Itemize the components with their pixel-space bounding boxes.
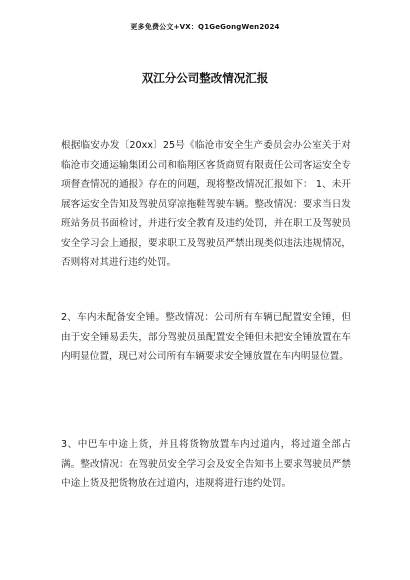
paragraph-1: 根据临安办发〔20xx〕25号《临沧市安全生产委员会办公室关于对临沧市交通运输集团公司和临翔区客货商贸有限责任公司客运安全专项督查情况的通报》存在的问题，现将整改情况汇报如下： 1、未开展客运安全告知及驾驶员穿凉拖鞋驾驶车辆。整改情况：要求当日发班站务员书面检讨，并进行安全教育及违约处罚，并在职工及驾驶员安全学习会上通报，要求职工及驾驶员严禁出现类似违法违规情况，否则将对其进行违约处罚。 (61, 140, 351, 268)
header-note: 更多免费公文+VX：Q1GeGongWen2024 (130, 23, 280, 31)
document-title: 双江分公司整改情况汇报 (141, 71, 269, 85)
paragraph-3: 3、中巴车中途上货，并且将货物放置车内过道内，将过道全部占满。整改情况：在驾驶员安全学习会及安全告知书上要求驾驶员严禁中途上货及把货物放在过道内，违规将进行违约处罚。 (61, 439, 351, 489)
paragraph-2: 2、车内未配备安全锤。整改情况：公司所有车辆已配置安全锤，但由于安全锤易丢失，部分驾驶员虽配置安全锤但未把安全锤放置在车内明显位置，现已对公司所有车辆要求安全锤放置在车内明显位置。 (61, 312, 351, 362)
